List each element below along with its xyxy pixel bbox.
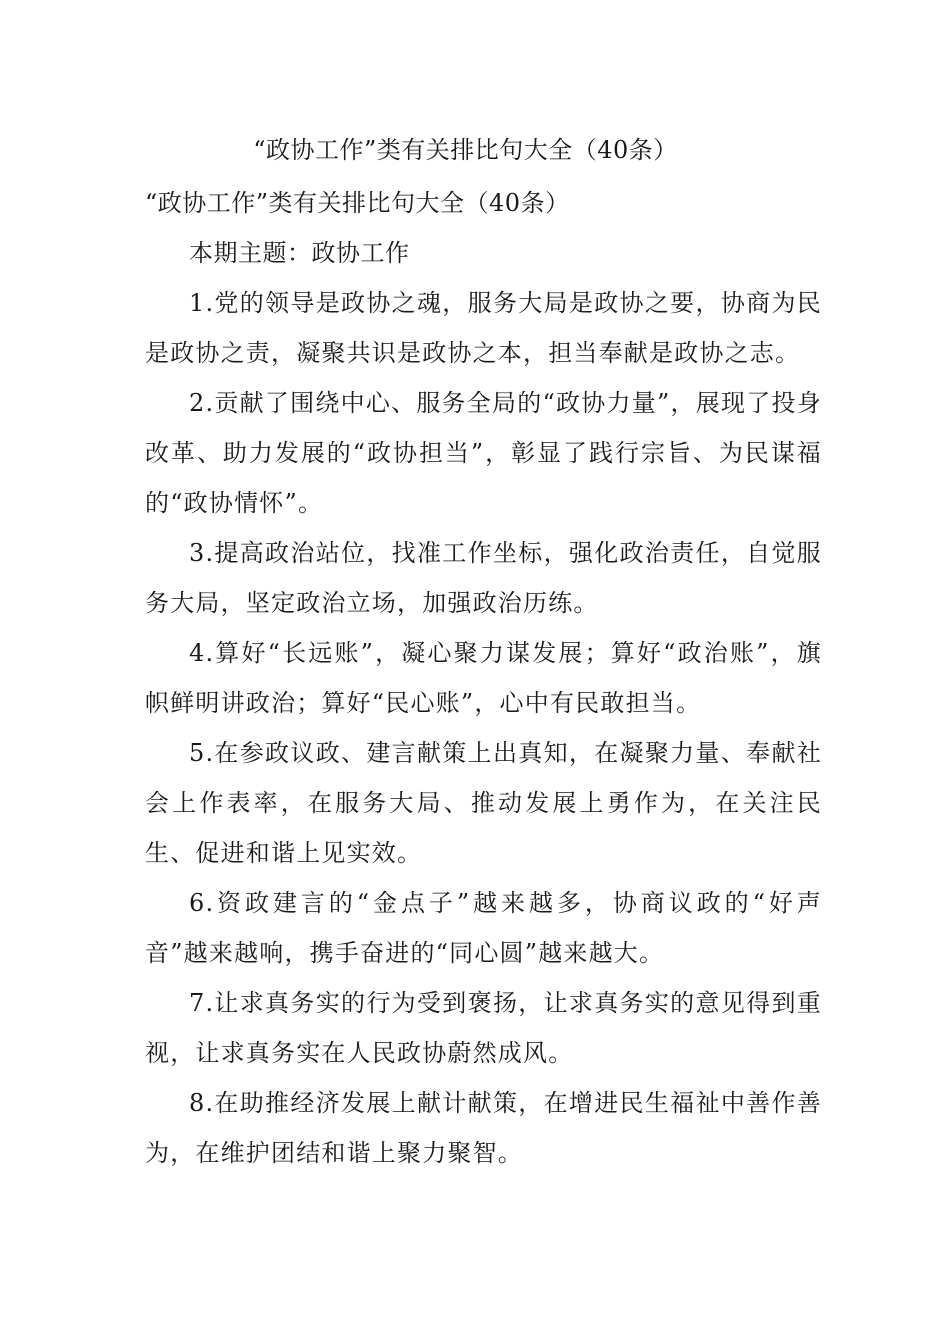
sentence-item-2: 2.贡献了围绕中心、服务全局的“政协力量”，展现了投身改革、助力发展的“政协担当”，彰显了践行宗旨、为民谋福的“政协情怀”。 bbox=[145, 389, 822, 517]
sentence-item-5: 5.在参政议政、建言献策上出真知，在凝聚力量、奉献社会上作表率，在服务大局、推动发展上勇作为，在关注民生、促进和谐上见实效。 bbox=[145, 739, 822, 867]
sentence-item-4: 4.算好“长远账”，凝心聚力谋发展；算好“政治账”，旗帜鲜明讲政治；算好“民心账”，心中有民敢担当。 bbox=[145, 639, 822, 717]
sentence-list bbox=[145, 278, 822, 1178]
sentence-item-7: 7.让求真务实的行为受到褒扬，让求真务实的意见得到重视，让求真务实在人民政协蔚然成风。 bbox=[145, 989, 822, 1067]
document-title: “政协工作”类有关排比句大全（40条） bbox=[253, 136, 678, 164]
sentence-item-8: 8.在助推经济发展上献计献策，在增进民生福祉中善作善为，在维护团结和谐上聚力聚智。 bbox=[145, 1089, 822, 1167]
document-topic: 本期主题：政协工作 bbox=[189, 239, 410, 267]
document-subtitle: “政协工作”类有关排比句大全（40条） bbox=[145, 189, 570, 217]
sentence-item-3: 3.提高政治站位，找准工作坐标，强化政治责任，自觉服务大局，坚定政治立场，加强政治历练。 bbox=[145, 539, 822, 617]
sentence-item-1: 1.党的领导是政协之魂，服务大局是政协之要，协商为民是政协之责，凝聚共识是政协之本，担当奉献是政协之志。 bbox=[145, 289, 822, 367]
sentence-item-6: 6.资政建言的“金点子”越来越多，协商议政的“好声音”越来越响，携手奋进的“同心圆”越来越大。 bbox=[145, 889, 822, 967]
